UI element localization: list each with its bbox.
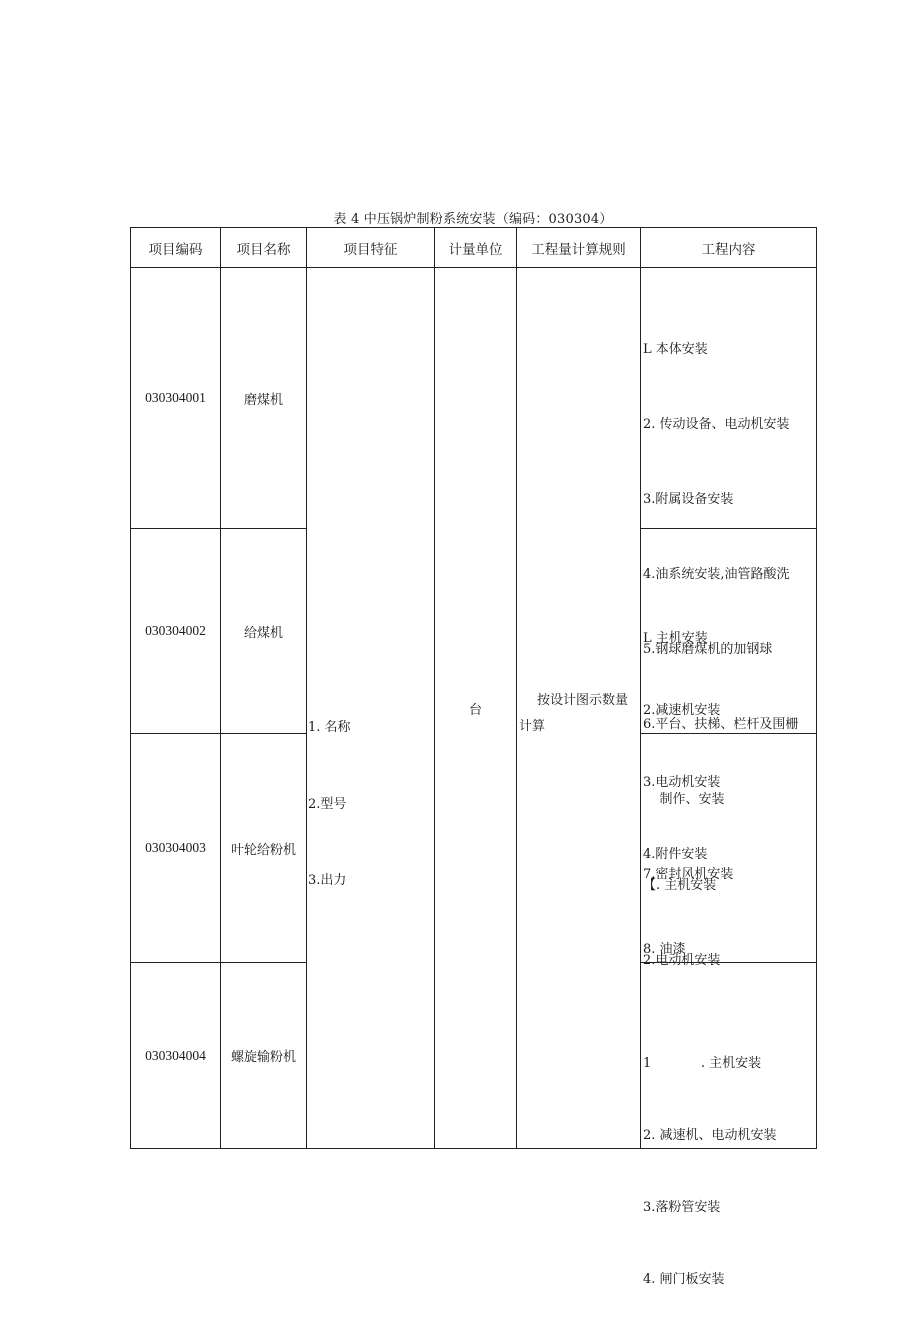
list-item: 1 . 主机安装 — [643, 1056, 762, 1071]
list-item: L 主机安装 — [643, 631, 708, 646]
unit-cell — [434, 267, 517, 1149]
rule-text: 按设计图示数量 计算 — [519, 693, 629, 734]
content-list — [641, 1004, 816, 1340]
list-item: 8. 油漆 — [643, 942, 686, 957]
list-item: 3.附属设备安装 — [643, 492, 734, 507]
list-item: 2. 传动设备、电动机安装 — [643, 417, 790, 432]
list-item: 制作、安装 — [643, 792, 725, 807]
row-name: 叶轮给粉机 — [220, 733, 307, 963]
table-caption: 表 4 中压锅炉制粉系统安装（编码：030304） — [333, 212, 613, 227]
feature-item: 3.出力 — [308, 873, 347, 888]
list-item: 3.落粉管安装 — [643, 1200, 721, 1215]
list-item: 2.减速机安装 — [643, 703, 721, 718]
features-list — [308, 664, 351, 919]
row-name: 给煤机 — [220, 528, 307, 734]
header-content: 工程内容 — [640, 227, 817, 268]
row-code: 030304004 — [130, 962, 221, 1149]
list-item: 3.电动机安装 — [643, 775, 721, 790]
list-item: 6.平台、扶梯、栏杆及围栅 — [643, 717, 799, 732]
header-features: 项目特征 — [306, 227, 435, 268]
list-item: 7.密封风机安装 — [643, 867, 734, 882]
header-name: 项目名称 — [220, 227, 307, 268]
row-name: 螺旋输粉机 — [220, 962, 307, 1149]
list-item: 4.附件安装 — [643, 847, 708, 862]
row-code: 030304001 — [130, 267, 221, 529]
row-code: 030304002 — [130, 528, 221, 734]
row-content — [640, 733, 817, 968]
list-item: 【. 主机安装 — [643, 878, 717, 893]
header-rule: 工程量计算规则 — [516, 227, 641, 268]
list-item: L 本体安装 — [643, 342, 708, 357]
list-item: 2.电动机安装 — [643, 953, 721, 968]
row-content — [640, 962, 817, 1287]
list-item: 4. 闸门板安装 — [643, 1272, 725, 1287]
row-name: 磨煤机 — [220, 267, 307, 529]
feature-item: 2.型号 — [308, 796, 347, 812]
unit-value: 台 — [468, 702, 482, 718]
list-item: 4.油系统安装,油管路酸洗 — [643, 567, 790, 582]
list-item: 2. 减速机、电动机安装 — [643, 1128, 777, 1143]
list-item: 5.钢球磨煤机的加钢球 — [643, 642, 773, 657]
row-code: 030304003 — [130, 733, 221, 963]
feature-item: 1. 名称 — [308, 720, 351, 735]
header-code: 项目编码 — [130, 227, 221, 268]
header-unit: 计量单位 — [434, 227, 517, 268]
